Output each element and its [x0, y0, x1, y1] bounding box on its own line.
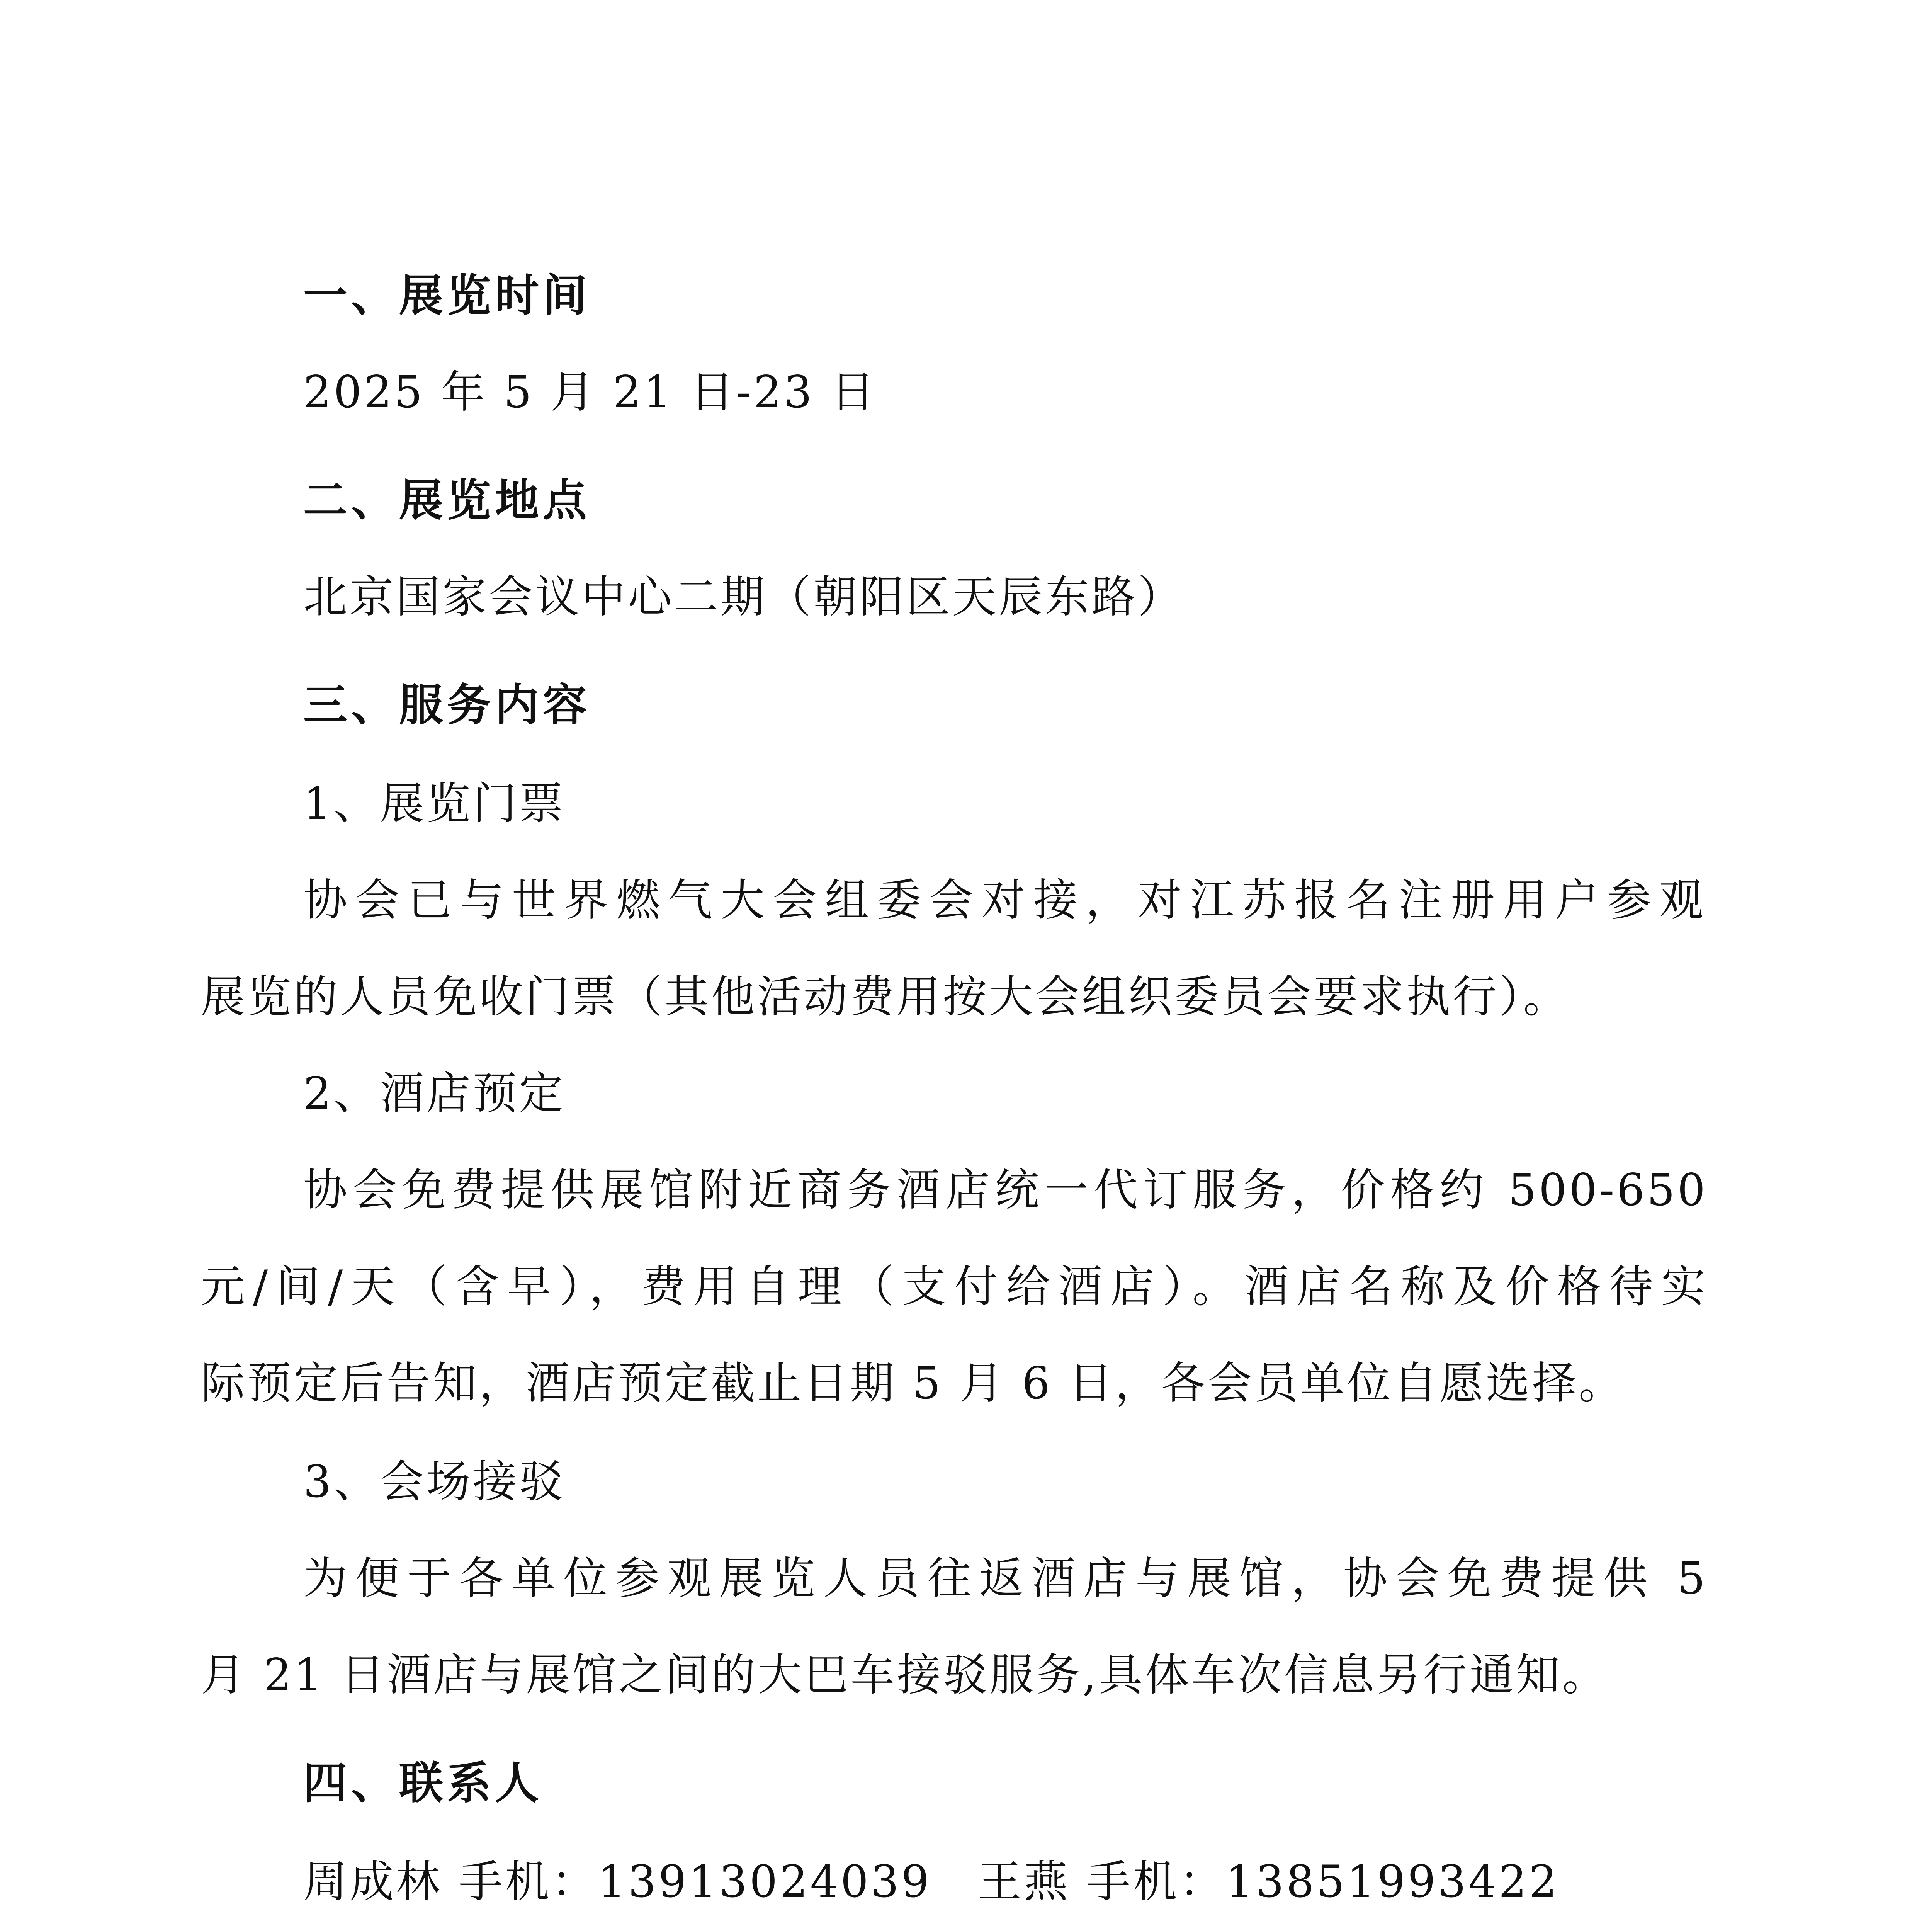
- tickets-line-2: 展览的人员免收门票（其他活动费用按大会组织委员会要求执行）。: [201, 971, 1570, 1022]
- hotel-line-2: 元/间/天（含早），费用自理（支付给酒店）。酒店名称及价格待实: [201, 1261, 1708, 1312]
- shuttle-line-2: 月 21 日酒店与展馆之间的大巴车接驳服务,具体车次信息另行通知。: [201, 1649, 1609, 1701]
- section-heading-services: 三、服务内容: [303, 679, 591, 731]
- section-heading-location: 二、展览地点: [303, 474, 591, 526]
- contact-wang-yan: 王燕 手机：13851993422: [977, 1856, 1560, 1907]
- hotel-line-1: 协会免费提供展馆附近商务酒店统一代订服务，价格约 500-650: [303, 1164, 1708, 1216]
- subheading-tickets: 1、展览门票: [303, 778, 566, 829]
- exhibition-location: 北京国家会议中心二期（朝阳区天辰东路）: [303, 571, 1185, 622]
- exhibition-date: 2025 年 5 月 21 日-23 日: [303, 366, 877, 418]
- subheading-shuttle: 3、会场接驳: [303, 1456, 566, 1507]
- subheading-hotel: 2、酒店预定: [303, 1068, 566, 1119]
- section-heading-contacts: 四、联系人: [303, 1757, 543, 1809]
- section-heading-time: 一、展览时间: [303, 270, 591, 321]
- shuttle-line-1: 为便于各单位参观展览人员往返酒店与展馆，协会免费提供 5: [303, 1553, 1708, 1604]
- contact-zhou-chenglin: 周成林 手机：13913024039: [303, 1856, 932, 1907]
- hotel-line-3: 际预定后告知，酒店预定截止日期 5 月 6 日，各会员单位自愿选择。: [201, 1357, 1625, 1409]
- tickets-line-1: 协会已与世界燃气大会组委会对接，对江苏报名注册用户参观: [303, 874, 1706, 926]
